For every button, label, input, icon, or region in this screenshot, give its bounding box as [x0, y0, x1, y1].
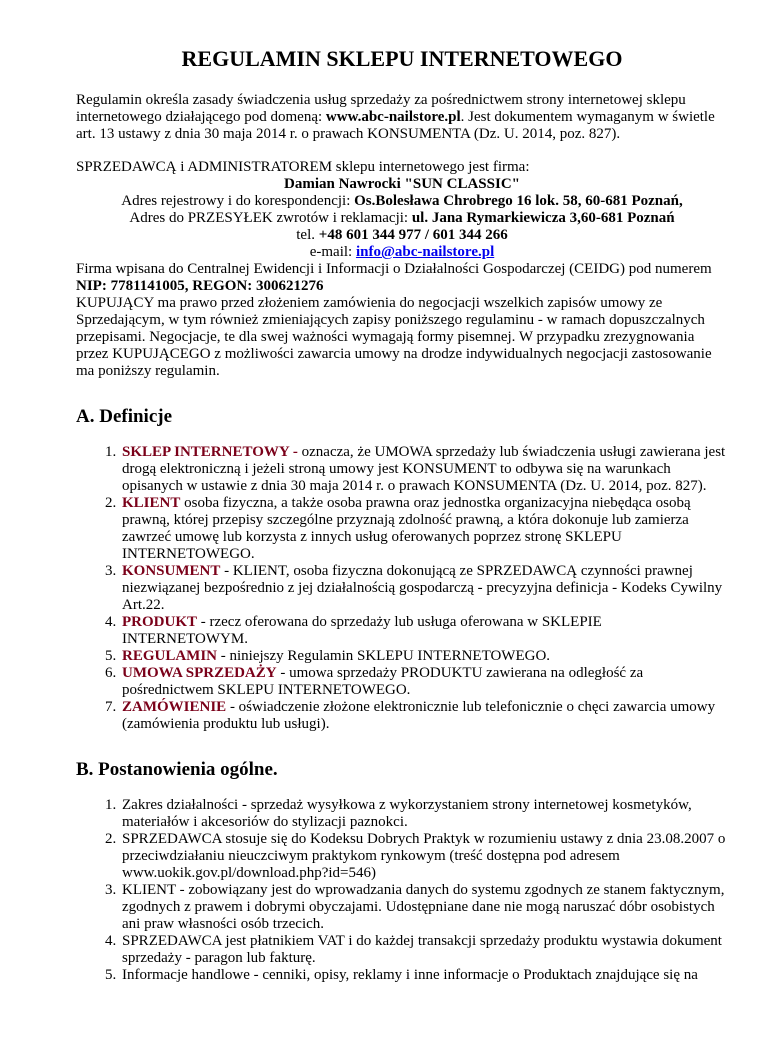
ceidg-text: Firma wpisana do Centralnej Ewidencji i Informacji o Działalności Gospodarczej (CEIDG) pod numerem	[76, 261, 712, 277]
section-b-heading: B. Postanowienia ogólne.	[76, 759, 278, 780]
returns-label: Adres do PRZESYŁEK zwrotów i reklamacji:	[129, 210, 412, 226]
list-item: 2. SPRZEDAWCA stosuje się do Kodeksu Dobrych Praktyk w rozumieniu ustawy z dnia 23.08.2007 o przeciwdziałaniu nieuczciwym praktykom rynkowym (treść dostępna pod adresem www.uokik.gov.pl/download.php?id=546)	[120, 831, 728, 882]
returns-value: ul. Jana Rymarkiewicza 3,60-681 Poznań	[411, 210, 675, 226]
phone-value: +48 601 344 977 / 601 344 266	[318, 227, 508, 243]
intro-text-end: . Jest dokumentem wymaganym w świetle art. 13 ustawy z dnia 30 maja 2014 r. o prawach KONSUMENTA (Dz. U. 2014, poz. 827).	[76, 109, 715, 142]
phone-line	[76, 227, 728, 244]
address-label: Adres rejestrowy i do korespondencji:	[121, 193, 355, 209]
intro-text: Regulamin określa zasady świadczenia usług sprzedaży za pośrednictwem strony internetowej sklepu internetowego działającego pod domeną:	[76, 92, 686, 125]
list-item: 5. Informacje handlowe - cenniki, opisy, reklamy i inne informacje o Produktach znajdujące się na	[120, 967, 728, 984]
store-domain: www.abc-nailstore.pl	[325, 109, 461, 125]
email-label: e-mail:	[309, 244, 356, 260]
list-item: 4. PRODUKT - rzecz oferowana do sprzedaży lub usługa oferowana w SKLEPIE INTERNETOWYM.	[120, 614, 728, 648]
email-line	[76, 244, 728, 261]
list-item: 6. UMOWA SPRZEDAŻY - umowa sprzedaży PRODUKTU zawierana na odległość za pośrednictwem SKLEPU INTERNETOWEGO.	[120, 665, 728, 699]
company-name-text: Damian Nawrocki "SUN CLASSIC"	[284, 176, 520, 192]
company-name	[76, 176, 728, 193]
list-item: 4. SPRZEDAWCA jest płatnikiem VAT i do każdej transakcji sprzedaży produktu wystawia dokument sprzedaży - paragon lub fakturę.	[120, 933, 728, 967]
email-link[interactable]: info@abc-nailstore.pl	[355, 244, 495, 260]
list-item: 5. REGULAMIN - niniejszy Regulamin SKLEPU INTERNETOWEGO.	[120, 648, 728, 665]
returns-address	[76, 210, 728, 227]
negotiation-paragraph: KUPUJĄCY ma prawo przed złożeniem zamówienia do negocjacji wszelkich zapisów umowy ze Sprzedającym, w tym również zmieniających zapisy poniższego regulaminu - w ramach dopuszczalnych przepisami. Negocjacje, te dla swej ważności wymagają formy pisemnej. W przypadku zrezygnowania przez KUPUJĄCEGO z możliwości zawarcia umowy na drodze indywidualnych negocjacji zastosowanie ma poniższy regulamin.	[76, 295, 712, 379]
section-a-heading: A. Definicje	[76, 406, 173, 427]
nip-regon-text: NIP: 7781141005, REGON: 300621276	[76, 278, 324, 294]
address-value: Os.Bolesława Chrobrego 16 lok. 58, 60-681 Poznań,	[354, 193, 683, 209]
list-item: 3. KONSUMENT - KLIENT, osoba fizyczna dokonującą ze SPRZEDAWCĄ czynności prawnej niezwiązanej bezpośrednio z jej działalnością gospodarczą - precyzyjna definicja - Kodeks Cywilny Art.22.	[120, 563, 728, 614]
intro-paragraph	[76, 92, 728, 143]
definitions-list	[76, 444, 728, 733]
phone-label: tel.	[296, 227, 319, 243]
document-page	[0, 46, 768, 984]
registered-address	[76, 193, 728, 210]
list-item: 7. ZAMÓWIENIE - oświadczenie złożone elektronicznie lub telefonicznie o chęci zawarcia umowy (zamówienia produktu lub usługi).	[120, 699, 728, 733]
list-item: 3. KLIENT - zobowiązany jest do wprowadzania danych do systemu zgodnych ze stanem faktycznym, zgodnych z prawem i dobrymi obyczajami. Udostępniane dane nie mogą naruszać dóbr osobistych ani praw własności osób trzecich.	[120, 882, 728, 933]
seller-intro: SPRZEDAWCĄ i ADMINISTRATOREM sklepu internetowego jest firma:	[76, 159, 530, 175]
list-item: 1. SKLEP INTERNETOWY - oznacza, że UMOWA sprzedaży lub świadczenia usługi zawierana jest drogą elektroniczną i jeżeli stroną umowy jest KONSUMENT to odbywa się na warunkach opisanych w ustawie z dnia 30 maja 2014 r. o prawach KONSUMENTA (Dz. U. 2014, poz. 827).	[120, 444, 728, 495]
nip-regon	[76, 278, 728, 295]
list-item: 2. KLIENT osoba fizyczna, a także osoba prawna oraz jednostka organizacyjna niebędąca osobą prawną, której przepisy szczególne przyznają zdolność prawną, a która dokonuje lub zamierza zawrzeć umowę lub korzysta z innych usług oferowanych poprzez stronę SKLEPU INTERNETOWEGO.	[120, 495, 728, 563]
list-item: 1. Zakres działalności - sprzedaż wysyłkowa z wykorzystaniem strony internetowej kosmetyków, materiałów i akcesoriów do stylizacji paznokci.	[120, 797, 728, 831]
general-provisions-list	[76, 797, 728, 984]
document-title: REGULAMIN SKLEPU INTERNETOWEGO	[181, 46, 623, 71]
